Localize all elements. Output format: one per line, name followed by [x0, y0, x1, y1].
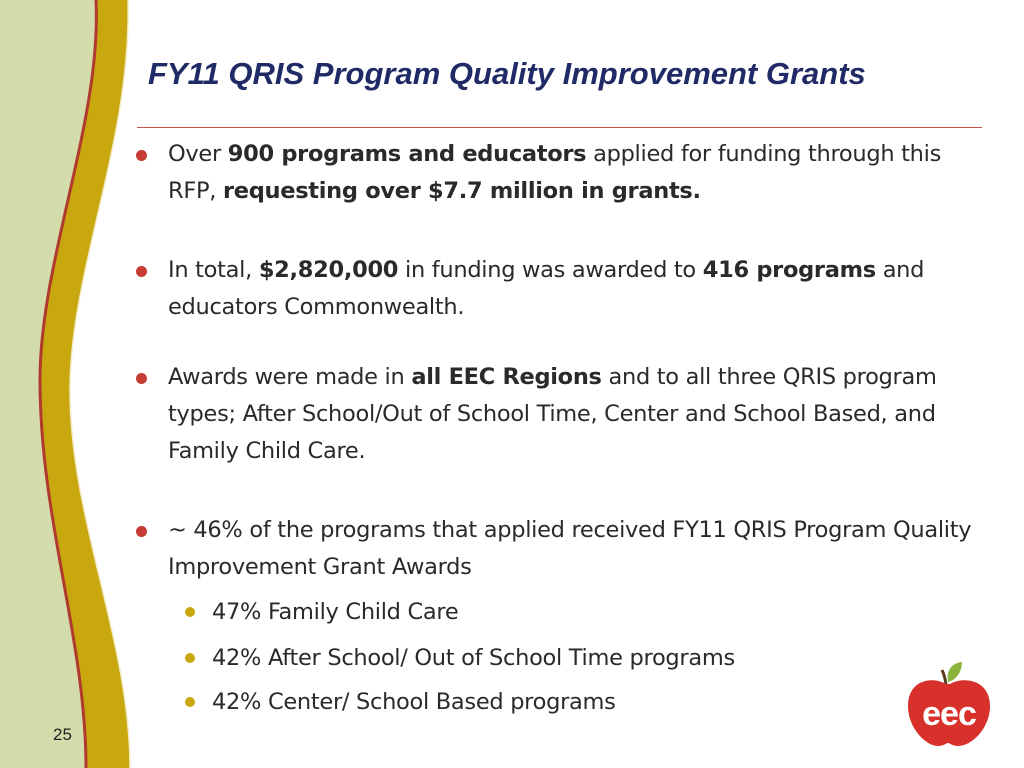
- bullet-3-text-a: Awards were made in: [168, 364, 412, 390]
- bullet-2-bold-b: 416 programs: [702, 257, 876, 283]
- bullet-2-text-b: in funding was awarded to: [398, 257, 703, 283]
- bullet-1-text-a: Over: [168, 141, 228, 167]
- sub-bullet-2: [212, 643, 972, 673]
- sub-bullet-dot-icon: [185, 653, 195, 663]
- bullet-dot-icon: [136, 266, 147, 277]
- logo-text: eec: [922, 695, 976, 733]
- logo-stem-icon: [942, 670, 946, 684]
- bullet-1: [168, 136, 988, 210]
- bullet-1-bold-a: 900 programs and educators: [227, 141, 587, 167]
- sub-bullet-2-text: 42% After School/ Out of School Time programs: [212, 645, 735, 671]
- bullet-1-bold-b: requesting over $7.7 million in grants.: [222, 178, 701, 204]
- logo-leaf-icon: [948, 662, 962, 682]
- bullet-3: [168, 359, 988, 470]
- bullet-2-text-a: In total,: [168, 257, 259, 283]
- sub-bullet-1: [212, 597, 972, 627]
- page-number: 25: [53, 725, 72, 744]
- bullet-2-text-c: and educators Commonwealth.: [168, 257, 925, 320]
- title-divider: [137, 127, 982, 128]
- bullet-3-text-b: and to all three QRIS program types; After School/Out of School Time, Center and School Based, and Family Child Care.: [168, 364, 937, 464]
- sub-bullet-1-text: 47% Family Child Care: [212, 599, 459, 625]
- side-decoration: [0, 0, 140, 768]
- sub-bullet-dot-icon: [185, 697, 195, 707]
- bullet-1-text-b: applied for funding through this RFP,: [168, 141, 942, 204]
- sub-bullet-3-text: 42% Center/ School Based programs: [212, 689, 616, 715]
- bullet-dot-icon: [136, 526, 147, 537]
- sub-bullet-3: [212, 687, 972, 717]
- sub-bullet-dot-icon: [185, 607, 195, 617]
- bullet-3-bold-a: all EEC Regions: [411, 364, 602, 390]
- bullet-2: [168, 252, 988, 326]
- eec-apple-logo-icon: [902, 660, 994, 748]
- bullet-dot-icon: [136, 373, 147, 384]
- slide-title: FY11 QRIS Program Quality Improvement Grants: [148, 56, 866, 91]
- bullet-2-bold-a: $2,820,000: [258, 257, 399, 283]
- bullet-4: [168, 512, 988, 586]
- bullet-dot-icon: [136, 150, 147, 161]
- bullet-4-text: ~ 46% of the programs that applied received FY11 QRIS Program Quality Improvement Grant Awards: [168, 517, 972, 580]
